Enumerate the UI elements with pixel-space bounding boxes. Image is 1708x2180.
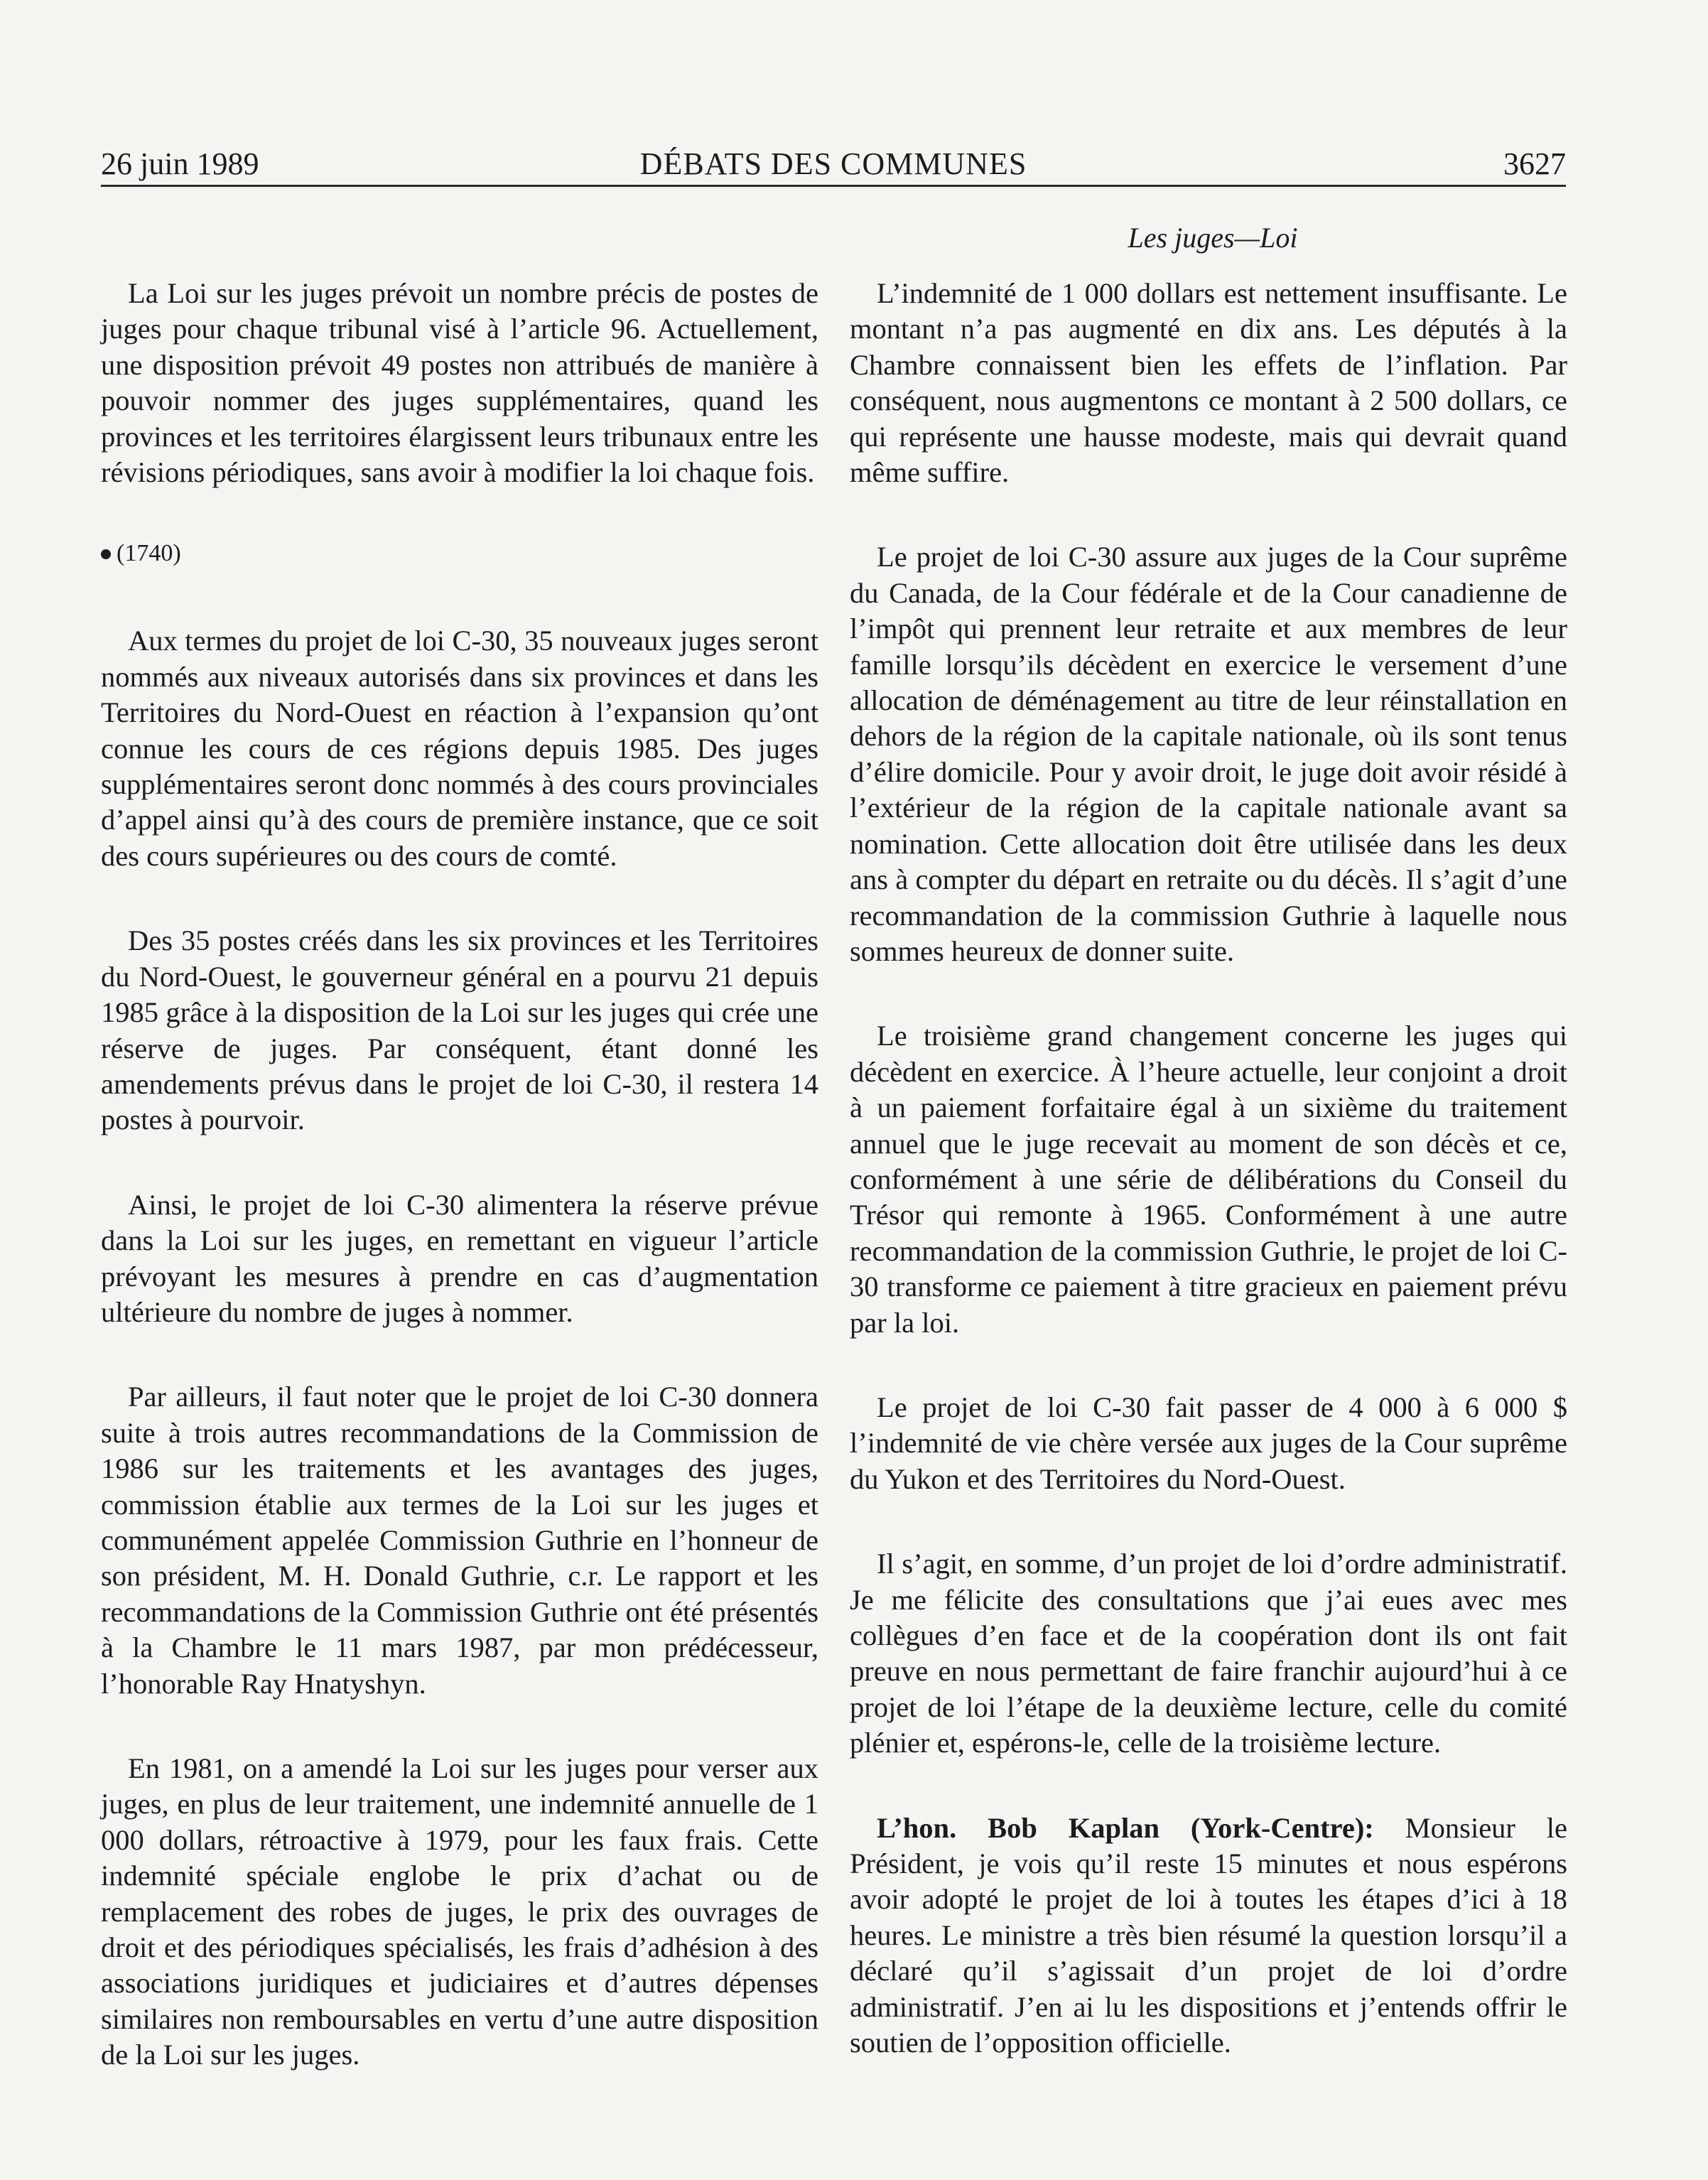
paragraph: En 1981, on a amendé la Loi sur les juges pour verser aux juges, en plus de leur traitement, une indemnité annuelle de 1 000 dollars, rétroactive à 1979, pour les faux frais. Cette indemnité spéciale englobe le prix d’achat ou de remplacement des robes de juges, le prix des ouvrages de droit et des périodiques spécialisés, les frais d’adhésion à des associations juridiques et judiciaires et d’autres dépenses similaires non remboursables en vertu d’une autre disposition de la Loi sur les juges.	[101, 1752, 818, 2071]
right-column	[850, 276, 1567, 2110]
running-head: Les juges—Loi	[1128, 222, 1298, 254]
page-header	[101, 141, 1566, 187]
header-title: DÉBATS DES COMMUNES	[639, 146, 1027, 181]
paragraph: Des 35 postes créés dans les six provinces et les Territoires du Nord-Ouest, le gouverneur général en a pourvu 21 depuis 1985 grâce à la disposition de la Loi sur les juges qui crée une réserve de juges. Par conséquent, étant donné les amendements prévus dans le projet de loi C-30, il restera 14 postes à pourvoir.	[101, 924, 818, 1136]
paragraph: L’indemnité de 1 000 dollars est nettement insuffisante. Le montant n’a pas augmenté en dix ans. Les députés à la Chambre connaissent bien les effets de l’inflation. Par conséquent, nous augmentons ce montant à 2 500 dollars, ce qui représente une hausse modeste, mais qui devrait quand même suffire.	[850, 277, 1567, 489]
paragraph: Ainsi, le projet de loi C-30 alimentera la réserve prévue dans la Loi sur les juges, en remettant en vigueur l’article prévoyant les mesures à prendre en cas d’augmentation ultérieure du nombre de juges à nommer.	[101, 1188, 818, 1328]
speaker-name: L’hon. Bob Kaplan (York-Centre):	[877, 1811, 1374, 1844]
paragraph: Le troisième grand changement concerne les juges qui décèdent en exercice. À l’heure actuelle, leur conjoint a droit à un paiement forfaitaire égal à un sixième du traitement annuel que le juge recevait au moment de son décès et ce, conformément à une série de délibérations du Conseil du Trésor qui remonte à 1965. Conformément à une autre recommandation de la commission Guthrie, le projet de loi C-30 transforme ce paiement à titre gracieux en paiement prévu par la loi.	[850, 1020, 1567, 1339]
paragraph: Aux termes du projet de loi C-30, 35 nouveaux juges seront nommés aux niveaux autorisés dans six provinces et dans les Territoires du Nord-Ouest en réaction à l’expansion qu’ont connue les cours de ces régions depuis 1985. Des juges supplémentaires seront donc nommés à des cours provinciales d’appel ainsi qu’à des cours de première instance, que ce soit des cours supérieures ou des cours de comté.	[101, 625, 818, 872]
paragraph: Par ailleurs, il faut noter que le projet de loi C-30 donnera suite à trois autres recommandations de la Commission de 1986 sur les traitements et les avantages des juges, commission établie aux termes de la Loi sur les juges et communément appelée Commission Guthrie en l’honneur de son président, M. H. Donald Guthrie, c.r. Le rapport et les recommandations de la Commission Guthrie ont été présentés à la Chambre le 11 mars 1987, par mon prédécesseur, l’honorable Ray Hnatyshyn.	[101, 1381, 818, 1700]
speech-paragraph	[850, 1811, 1567, 2061]
speech-text: Monsieur le Président, je vois qu’il reste 15 minutes et nous espérons avoir adopté le projet de loi à toutes les étapes d’ici à 18 heures. Le ministre a très bien résumé la question lorsqu’il a déclaré qu’il s’agissait d’un projet de loi d’ordre administratif. J’en ai lu les dispositions et j’entends offrir le soutien de l’opposition officielle.	[850, 1811, 1567, 2059]
paragraph: La Loi sur les juges prévoit un nombre précis de postes de juges pour chaque tribunal visé à l’article 96. Actuellement, une disposition prévoit 49 postes non attribués de manière à pouvoir nommer des juges supplémentaires, quand les provinces et les territoires élargissent leurs tribunaux entre les révisions périodiques, sans avoir à modifier la loi chaque fois.	[101, 277, 818, 489]
paragraph: Le projet de loi C-30 assure aux juges de la Cour suprême du Canada, de la Cour fédérale et de la Cour canadienne de l’impôt qui prennent leur retraite et aux membres de leur famille lorsqu’ils décèdent en exercice le versement d’une allocation de déménagement au titre de leur réinstallation en dehors de la région de la capitale nationale, où ils sont tenus d’élire domicile. Pour y avoir droit, le juge doit avoir résidé à l’extérieur de la région de la capitale nationale avant sa nomination. Cette allocation doit être utilisée dans les deux ans à compter du départ en retraite ou du décès. Il s’agit d’une recommandation de la commission Guthrie à laquelle nous sommes heureux de donner suite.	[850, 541, 1567, 967]
header-date: 26 juin 1989	[101, 146, 259, 181]
page-number: 3627	[1503, 146, 1566, 181]
timestamp-text: (1740)	[117, 540, 181, 567]
timestamp	[101, 539, 818, 568]
bullet-icon	[101, 549, 111, 559]
paragraph: Il s’agit, en somme, d’un projet de loi d’ordre administratif. Je me félicite des consultations que j’ai eues avec mes collègues d’en face et de la coopération dont ils ont fait preuve en nous permettant de faire franchir aujourd’hui à ce projet de loi l’étape de la deuxième lecture, celle du comité plénier et, espérons-le, celle de la troisième lecture.	[850, 1548, 1567, 1759]
left-column	[101, 276, 818, 2122]
paragraph: Le projet de loi C-30 fait passer de 4 000 à 6 000 $ l’indemnité de vie chère versée aux juges de la Cour suprême du Yukon et des Territoires du Nord-Ouest.	[850, 1391, 1567, 1495]
